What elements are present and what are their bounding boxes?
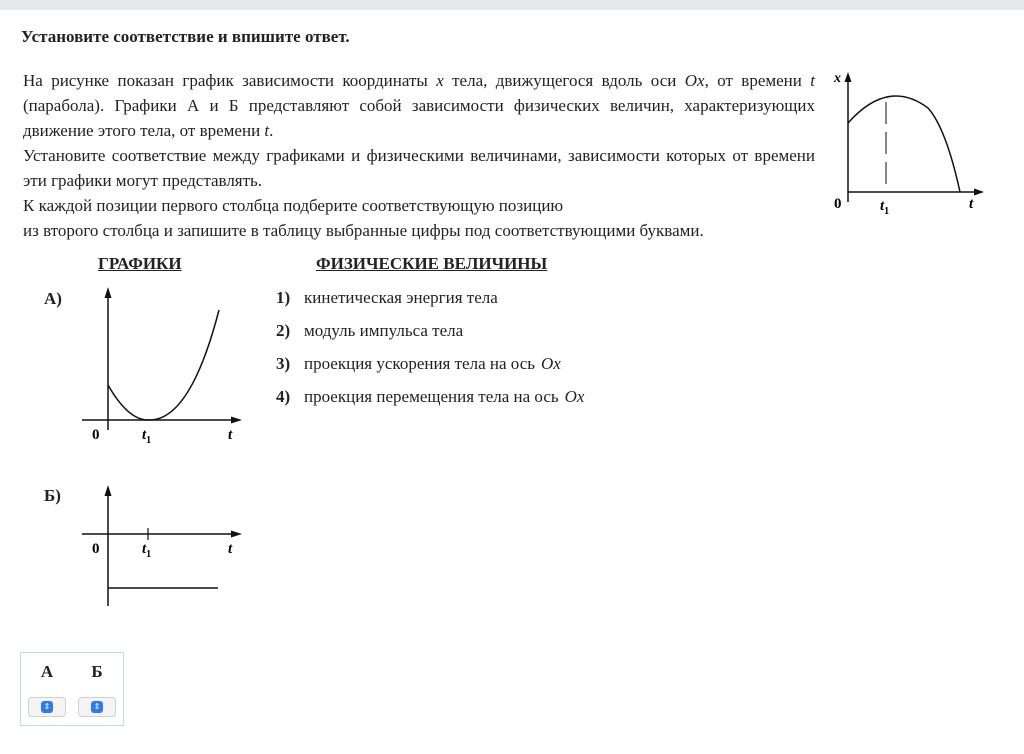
- answer-select-a[interactable]: [28, 697, 66, 717]
- graph-a-origin: 0: [92, 427, 100, 443]
- quantity-option: 1) кинетическая энергия тела: [276, 288, 498, 307]
- quantity-option: 4) проекция перемещения тела на ось Ox: [276, 387, 585, 406]
- graph-a-label: А): [44, 289, 62, 308]
- graph-b-y-arrow: [105, 485, 112, 496]
- main-graph-x-label: t: [969, 196, 974, 212]
- main-graph: [828, 68, 998, 218]
- task-heading: Установите соответствие и впишите ответ.: [21, 27, 350, 46]
- updown-chevron-icon: ⇕: [41, 701, 53, 713]
- graphs-column-title: ГРАФИКИ: [98, 254, 182, 273]
- answer-table: [20, 652, 124, 726]
- quantities-column-title: ФИЗИЧЕСКИЕ ВЕЛИЧИНЫ: [316, 254, 548, 273]
- main-graph-x-arrow: [845, 72, 852, 82]
- intro-paragraph-3b: из второго столбца и запишите в таблицу выбранные цифры под соответствующими буквами.: [23, 221, 704, 240]
- quantity-option: 2) модуль импульса тела: [276, 321, 464, 340]
- top-bar: [0, 0, 1024, 10]
- graph-a-t-arrow: [231, 417, 242, 424]
- answer-header-b: Б: [91, 662, 103, 681]
- answer-header-a: А: [40, 662, 54, 681]
- main-graph-t1-label: $t_1$: [880, 198, 890, 217]
- answer-select-b[interactable]: [78, 697, 116, 717]
- quantity-option: 3) проекция ускорения тела на ось Ox: [276, 354, 561, 373]
- intro-paragraph-1: На рисунке показан график зависимости координаты x тела, движущегося вдоль оси Ox, от времени t (парабола). Графики А и Б представляют собой зависимости физических величин, характеризующих движение этого тела, от времени t.: [23, 71, 815, 140]
- main-graph-y-label: x: [834, 71, 841, 86]
- intro-paragraph-2: Установите соответствие между графиками и физическими величинами, зависимости которых от времени эти графики могут представлять.: [23, 146, 815, 190]
- graph-a-t1-label: $t_1$: [142, 427, 152, 446]
- graph-b-label: Б): [44, 486, 61, 505]
- main-graph-origin: 0: [834, 196, 842, 212]
- updown-chevron-icon: ⇕: [91, 701, 103, 713]
- graph-a: [80, 282, 250, 452]
- main-graph-t-arrow: [974, 189, 984, 196]
- graph-a-x-label: t: [228, 427, 233, 443]
- task-intro: [23, 68, 815, 243]
- graph-b: [80, 480, 250, 610]
- graph-b-x-label: t: [228, 541, 233, 557]
- main-graph-parabola: [848, 96, 960, 192]
- graph-b-origin: 0: [92, 541, 100, 557]
- intro-paragraph-3a: К каждой позиции первого столбца подберите соответствующую позицию: [23, 196, 564, 215]
- graph-a-curve: [108, 310, 219, 420]
- graph-b-t1-label: $t_1$: [142, 541, 152, 560]
- graph-b-t-arrow: [231, 531, 242, 538]
- graph-a-y-arrow: [105, 287, 112, 298]
